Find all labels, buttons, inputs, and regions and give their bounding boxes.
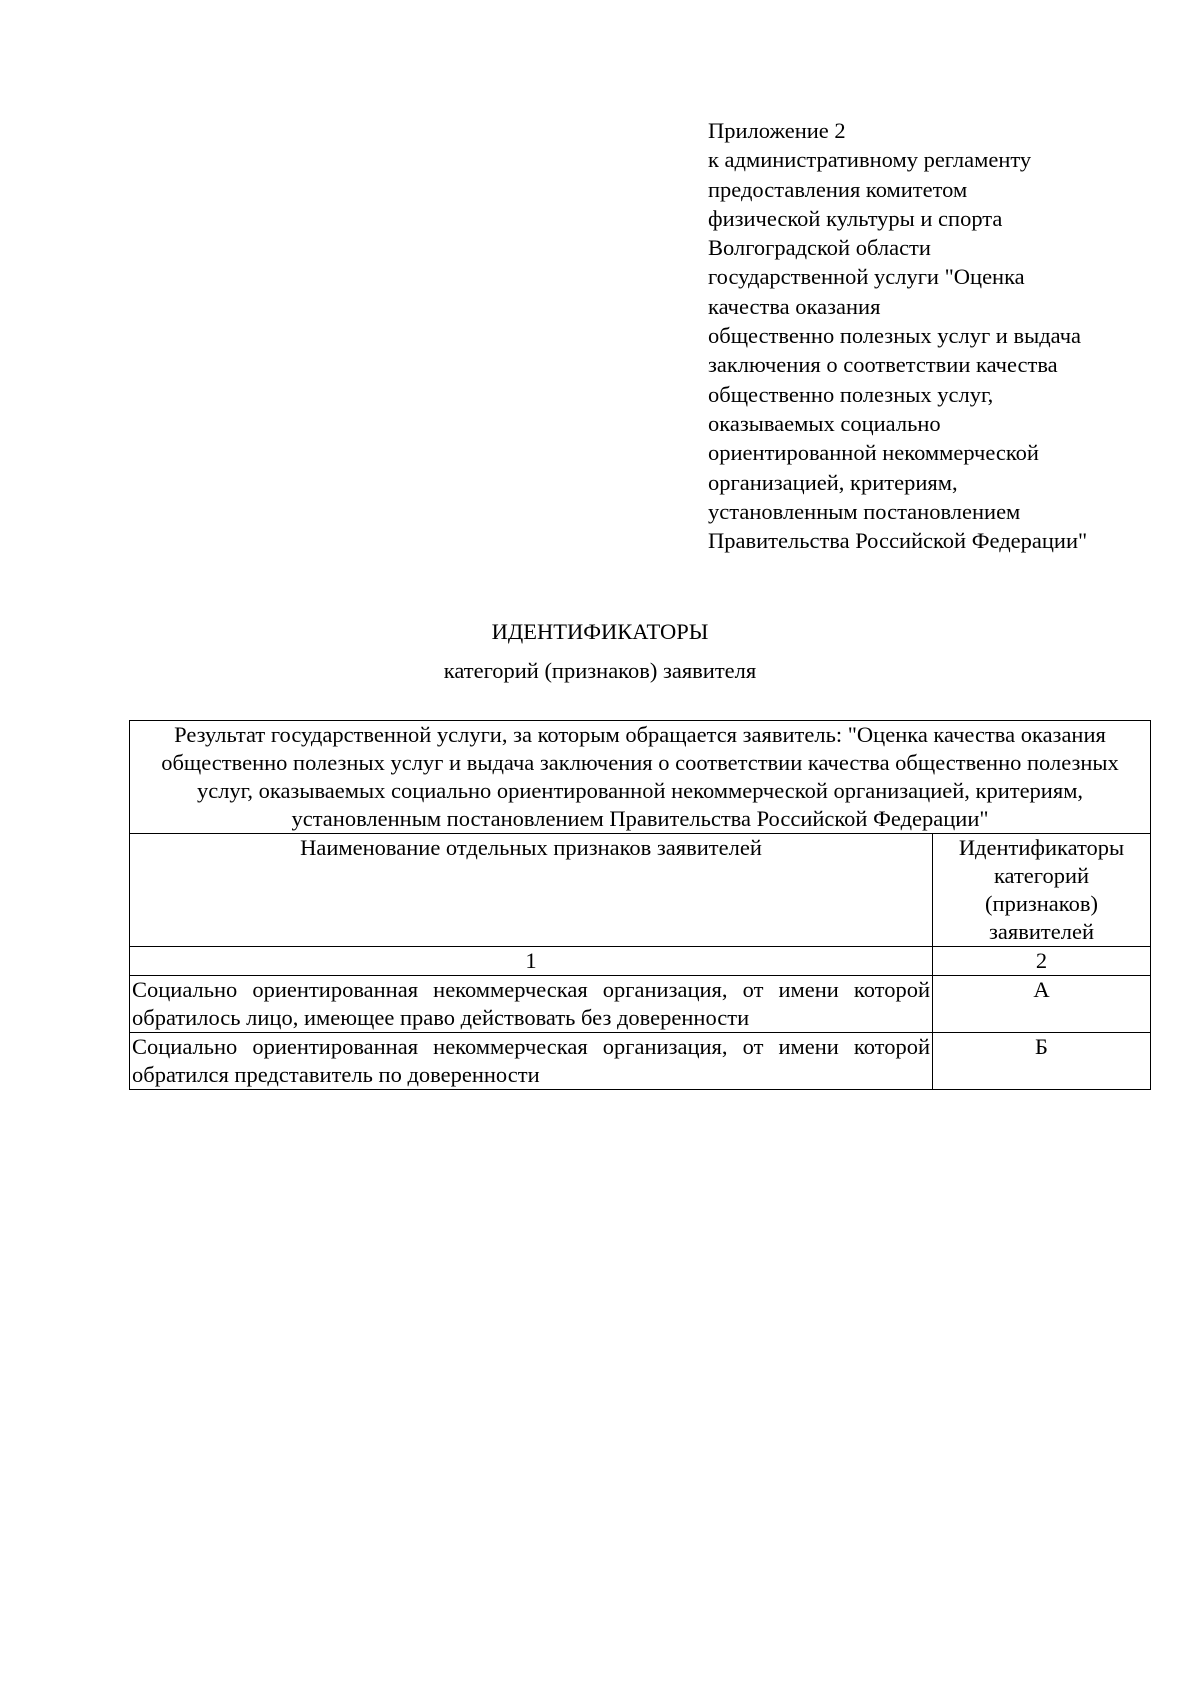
row-id-cell: А — [933, 976, 1151, 1033]
identifiers-table — [129, 720, 1151, 1090]
column-number-cell: 1 — [130, 947, 933, 976]
annex-line: установленным постановлением — [708, 498, 1021, 524]
column-number-row — [130, 947, 1151, 976]
row-name-cell: Социально ориентированная некоммерческая организация, от имени которой обратилось лицо, имеющее право действовать без доверенности — [130, 976, 933, 1033]
annex-line: организацией, критериям, — [708, 469, 958, 495]
annex-line: Правительства Российской Федерации" — [708, 528, 1088, 554]
result-row — [130, 721, 1151, 834]
header-row — [130, 834, 1151, 947]
annex-line: Волгоградской области — [708, 235, 931, 261]
annex-line: государственной услуги "Оценка — [708, 264, 1025, 290]
document-subtitle: категорий (признаков) заявителя — [443, 658, 757, 683]
annex-line: заключения о соответствии качества — [708, 352, 1058, 378]
annex-line: качества оказания — [708, 293, 881, 319]
row-id-cell: Б — [933, 1033, 1151, 1090]
table-row — [130, 976, 1151, 1033]
result-cell: Результат государственной услуги, за которым обращается заявитель: "Оценка качества оказания общественно полезных услуг и выдача заключения о соответствии качества общественно полезных услуг, оказываемых социально ориентированной некоммерческой организацией, критериям, установленным постановлением Правительства Российской Федерации" — [130, 721, 1151, 834]
annex-line: оказываемых социально — [708, 410, 941, 436]
annex-header — [708, 116, 1188, 555]
annex-line: предоставления комитетом — [708, 176, 968, 202]
annex-line: общественно полезных услуг и выдача — [708, 323, 1082, 349]
annex-line: общественно полезных услуг, — [708, 381, 994, 407]
header-name-cell: Наименование отдельных признаков заявителей — [130, 834, 933, 947]
annex-line: к административному регламенту — [708, 147, 1032, 173]
row-name-cell: Социально ориентированная некоммерческая организация, от имени которой обратился представитель по доверенности — [130, 1033, 933, 1090]
document-title: ИДЕНТИФИКАТОРЫ — [491, 619, 709, 644]
annex-line: физической культуры и спорта — [708, 205, 1003, 231]
column-number-cell: 2 — [933, 947, 1151, 976]
table-row — [130, 1033, 1151, 1090]
annex-line: Приложение 2 — [708, 118, 846, 143]
header-id-cell: Идентификаторы категорий (признаков) заявителей — [933, 834, 1151, 947]
annex-line: ориентированной некоммерческой — [708, 440, 1039, 466]
